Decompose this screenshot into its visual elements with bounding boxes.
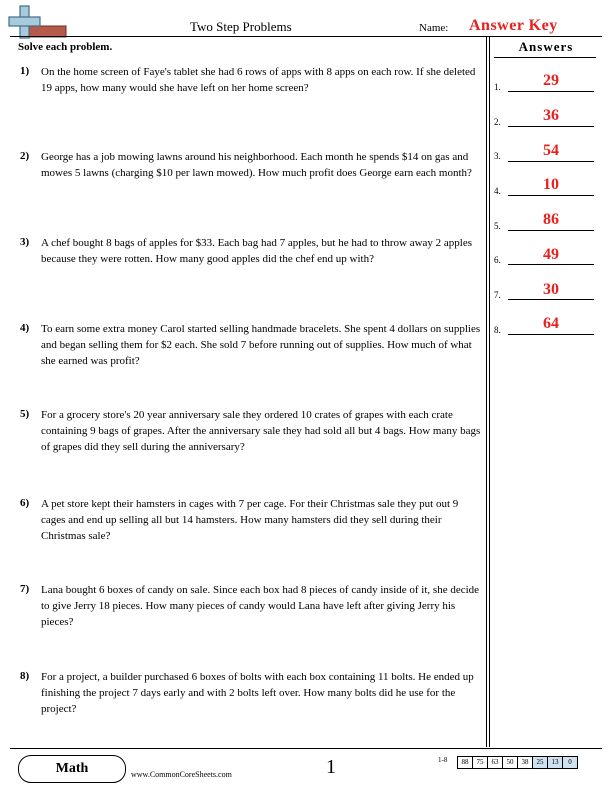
answer-line	[508, 299, 594, 300]
answer-value: 49	[543, 246, 559, 263]
score-cell: 63	[487, 757, 502, 768]
problem-text: For a project, a builder purchased 6 boxes of bolts with each box containing 11 bolts. He ended up finishing the project 7 days early and with 2 bolts left over. How many bolts did he use for the project?	[41, 671, 474, 715]
answer-line	[508, 126, 594, 127]
answers-heading-rule	[494, 57, 596, 58]
problem-text: Lana bought 6 boxes of candy on sale. Since each box had 8 pieces of candy inside of it, she decide to give Jerry 18 pieces. How many pieces of candy would Lana have left after giving Jerry his pieces?	[41, 584, 480, 628]
answer-number: 6.	[494, 255, 501, 265]
answer-number: 2.	[494, 117, 501, 127]
answer-line	[508, 91, 594, 92]
name-label: Name:	[419, 22, 449, 34]
problem-number: 2)	[20, 150, 30, 162]
answers-column-border-inner	[489, 37, 490, 747]
answer-number: 8.	[494, 325, 501, 335]
score-cell: 50	[502, 757, 517, 768]
answer-number: 7.	[494, 290, 501, 300]
problem-text: To earn some extra money Carol started selling handmade bracelets. She spent 4 dollars on supplies and began selling them for $2 each. She sold 7 before running out of supplies. How much of what she earned was profit?	[41, 323, 481, 367]
score-cell: 13	[547, 757, 562, 768]
answer-value: 29	[543, 72, 559, 89]
answer-number: 1.	[494, 82, 501, 92]
answer-line	[508, 334, 594, 335]
problem-number: 8)	[20, 670, 30, 682]
header-divider	[10, 36, 602, 37]
answer-value: 36	[543, 107, 559, 124]
problem-number: 7)	[20, 583, 30, 595]
problem-text: A pet store kept their hamsters in cages with 7 per cage. For their Christmas sale they put out 9 cages and end up selling all but 14 hamsters. How many hamsters did they sell during their Christmas sale?	[41, 498, 459, 542]
answer-number: 4.	[494, 186, 501, 196]
score-cell: 88	[461, 758, 469, 766]
problem-number: 5)	[20, 408, 30, 420]
problem-number: 1)	[20, 65, 30, 77]
score-cell: 25	[532, 757, 547, 768]
answer-value: 30	[543, 281, 559, 298]
problem-number: 4)	[20, 322, 30, 334]
subject-badge: Math	[18, 755, 126, 783]
score-cell: 38	[517, 757, 532, 768]
answer-number: 5.	[494, 221, 501, 231]
website-text: www.CommonCoreSheets.com	[131, 770, 232, 779]
page-number: 1	[326, 756, 336, 778]
problem-text: For a grocery store's 20 year anniversary sale they ordered 10 crates of grapes with each crate containing 9 bags of grapes. After the anniversary sale they had sold all but 4 bags. How many bags of grapes did they sell during the anniversary?	[41, 409, 481, 453]
answer-line	[508, 195, 594, 196]
plus-logo-icon	[6, 4, 68, 40]
score-cell: 0	[562, 757, 577, 768]
answer-number: 3.	[494, 151, 501, 161]
problem-text: A chef bought 8 bags of apples for $33. Each bag had 7 apples, but he had to throw away 2 apples because they were rotten. How many good apples did the chef end up with?	[41, 237, 473, 265]
answer-key-label: Answer Key	[469, 17, 558, 34]
problem-number: 3)	[20, 236, 30, 248]
footer-divider	[10, 748, 602, 749]
answer-line	[508, 161, 594, 162]
score-cell: 75	[472, 757, 487, 768]
answer-value: 54	[543, 142, 559, 159]
answer-value: 10	[543, 176, 559, 193]
worksheet-title: Two Step Problems	[190, 19, 292, 34]
score-range-label: 1-8	[438, 756, 448, 764]
problem-text: George has a job mowing lawns around his neighborhood. Each month he spends $14 on gas and mowes 5 lawns (charging $10 per lawn mowed). How much profit does George earn each month?	[41, 151, 472, 179]
answers-heading: Answers	[518, 39, 574, 54]
answers-column-border	[486, 37, 487, 747]
problem-text: On the home screen of Faye's tablet she had 6 rows of apps with 8 apps on each row. If she deleted 19 apps, how many would she have left on her home screen?	[41, 66, 476, 94]
answer-value: 86	[543, 211, 559, 228]
problem-number: 6)	[20, 497, 30, 509]
score-table	[457, 756, 578, 769]
answer-line	[508, 264, 594, 265]
answer-line	[508, 230, 594, 231]
answer-value: 64	[543, 315, 559, 332]
instructions: Solve each problem.	[18, 41, 113, 53]
